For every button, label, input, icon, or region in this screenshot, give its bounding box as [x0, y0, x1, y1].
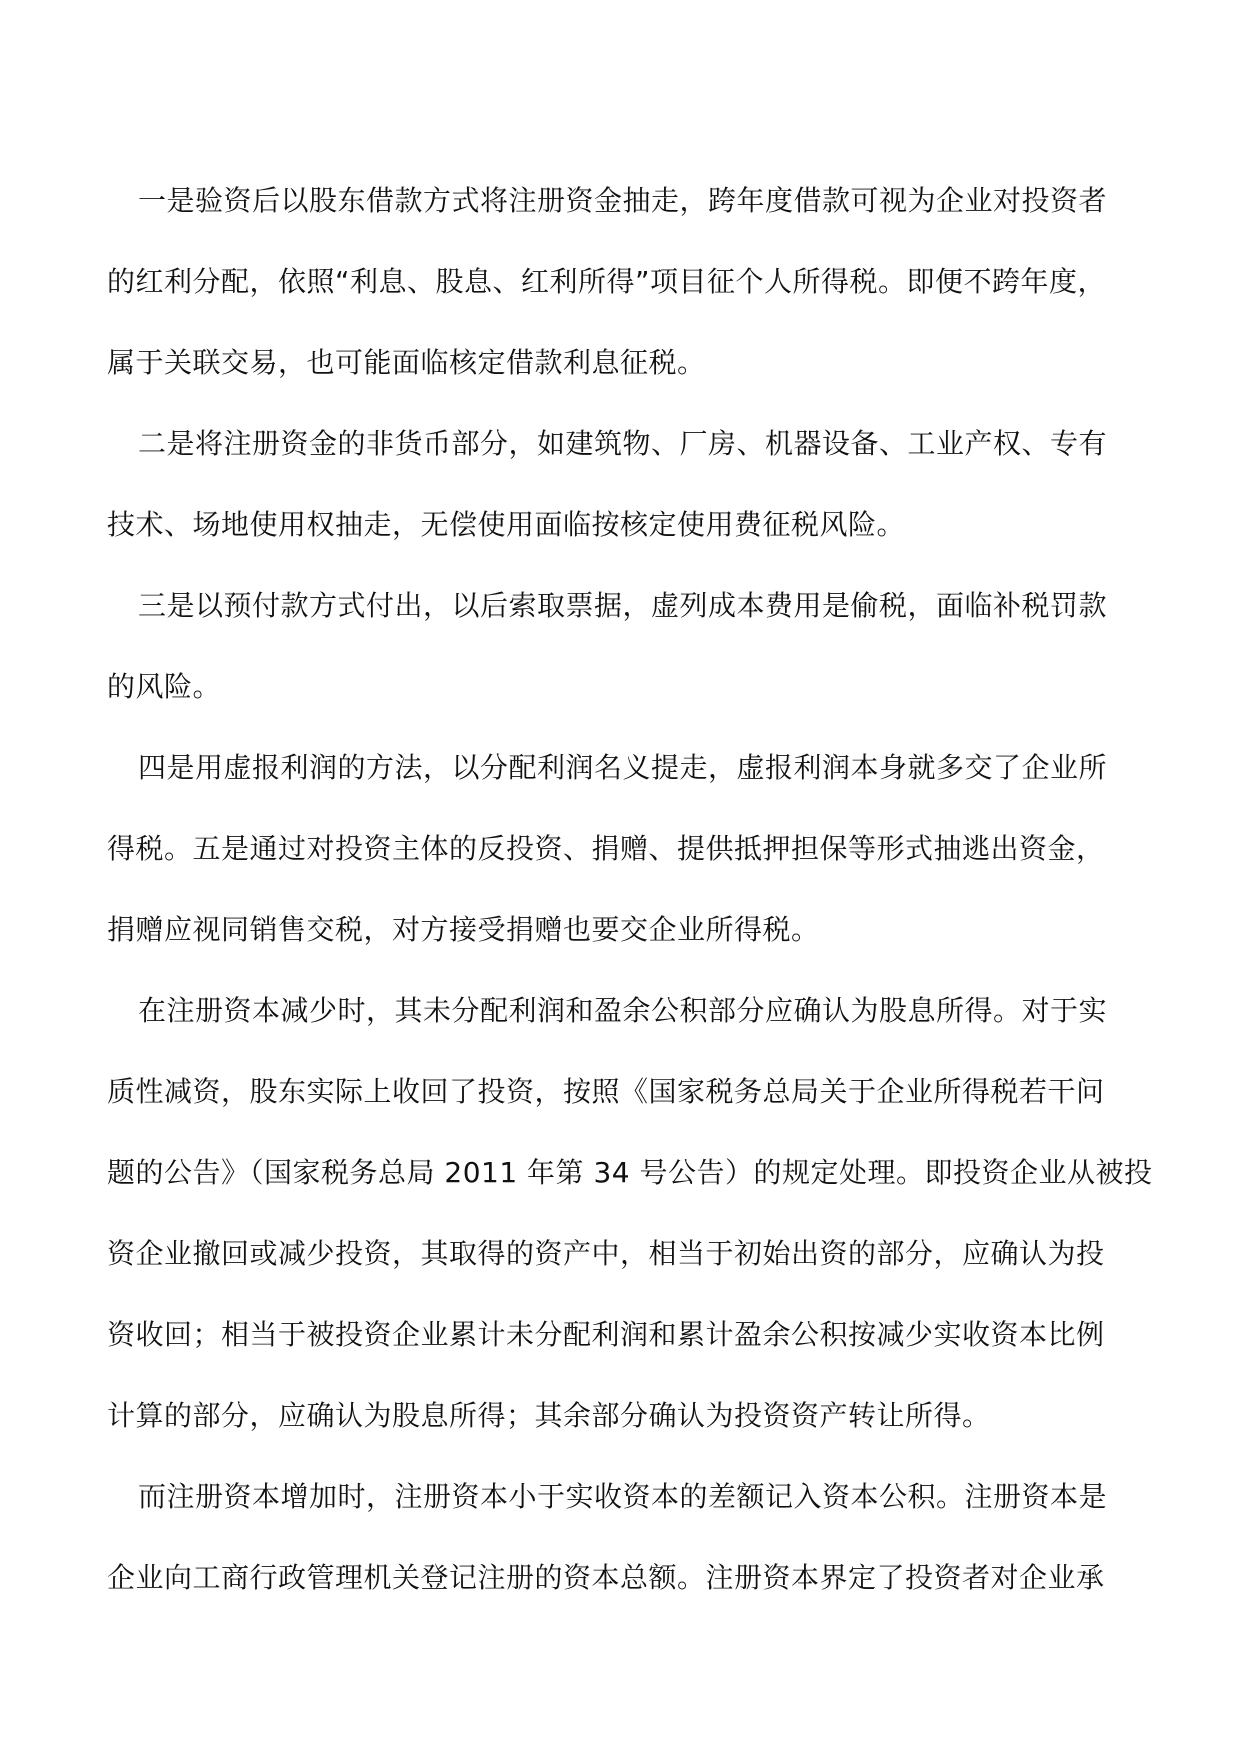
text-line: 属于关联交易，也可能面临核定借款利息征税。: [107, 346, 706, 379]
text-line: 而注册资本增加时，注册资本小于实收资本的差额记入资本公积。注册资本是: [138, 1480, 1108, 1513]
paragraph-5: [107, 970, 1153, 1456]
text-line: 在注册资本减少时，其未分配利润和盈余公积部分应确认为股息所得。对于实: [138, 994, 1108, 1027]
text-line: 题的公告》（国家税务总局 2011 年第 34 号公告）的规定处理。即投资企业从被投: [107, 1156, 1153, 1189]
text-line: 捐赠应视同销售交税，对方接受捐赠也要交企业所得税。: [107, 913, 820, 946]
text-line: 技术、场地使用权抽走，无偿使用面临按核定使用费征税风险。: [107, 508, 906, 541]
text-line: 三是以预付款方式付出，以后索取票据，虚列成本费用是偷税，面临补税罚款: [138, 589, 1108, 622]
text-line: 四是用虚报利润的方法，以分配利润名义提走，虚报利润本身就多交了企业所: [138, 751, 1108, 784]
text-line: 一是验资后以股东借款方式将注册资金抽走，跨年度借款可视为企业对投资者: [138, 184, 1108, 217]
text-line: 的风险。: [107, 670, 222, 703]
paragraph-6: [107, 1456, 1137, 1618]
paragraph-2: [107, 403, 1137, 565]
text-line: 得税。五是通过对投资主体的反投资、捐赠、提供抵押担保等形式抽逃出资金，: [107, 832, 1105, 865]
text-line: 的红利分配，依照“利息、股息、红利所得”项目征个人所得税。即便不跨年度，: [107, 265, 1107, 298]
paragraph-1: [107, 160, 1137, 403]
text-line: 企业向工商行政管理机关登记注册的资本总额。注册资本界定了投资者对企业承: [107, 1561, 1105, 1594]
paragraph-4: [107, 727, 1137, 970]
text-line: 资企业撤回或减少投资，其取得的资产中，相当于初始出资的部分，应确认为投: [107, 1237, 1105, 1270]
text-line: 资收回；相当于被投资企业累计未分配利润和累计盈余公积按减少实收资本比例: [107, 1318, 1105, 1351]
document-body: [107, 160, 1153, 1618]
text-line: 质性减资，股东实际上收回了投资，按照《国家税务总局关于企业所得税若干问: [107, 1075, 1105, 1108]
paragraph-3: [107, 565, 1137, 727]
text-line: 计算的部分，应确认为股息所得；其余部分确认为投资资产转让所得。: [107, 1399, 991, 1432]
text-line: 二是将注册资金的非货币部分，如建筑物、厂房、机器设备、工业产权、专有: [138, 427, 1108, 460]
